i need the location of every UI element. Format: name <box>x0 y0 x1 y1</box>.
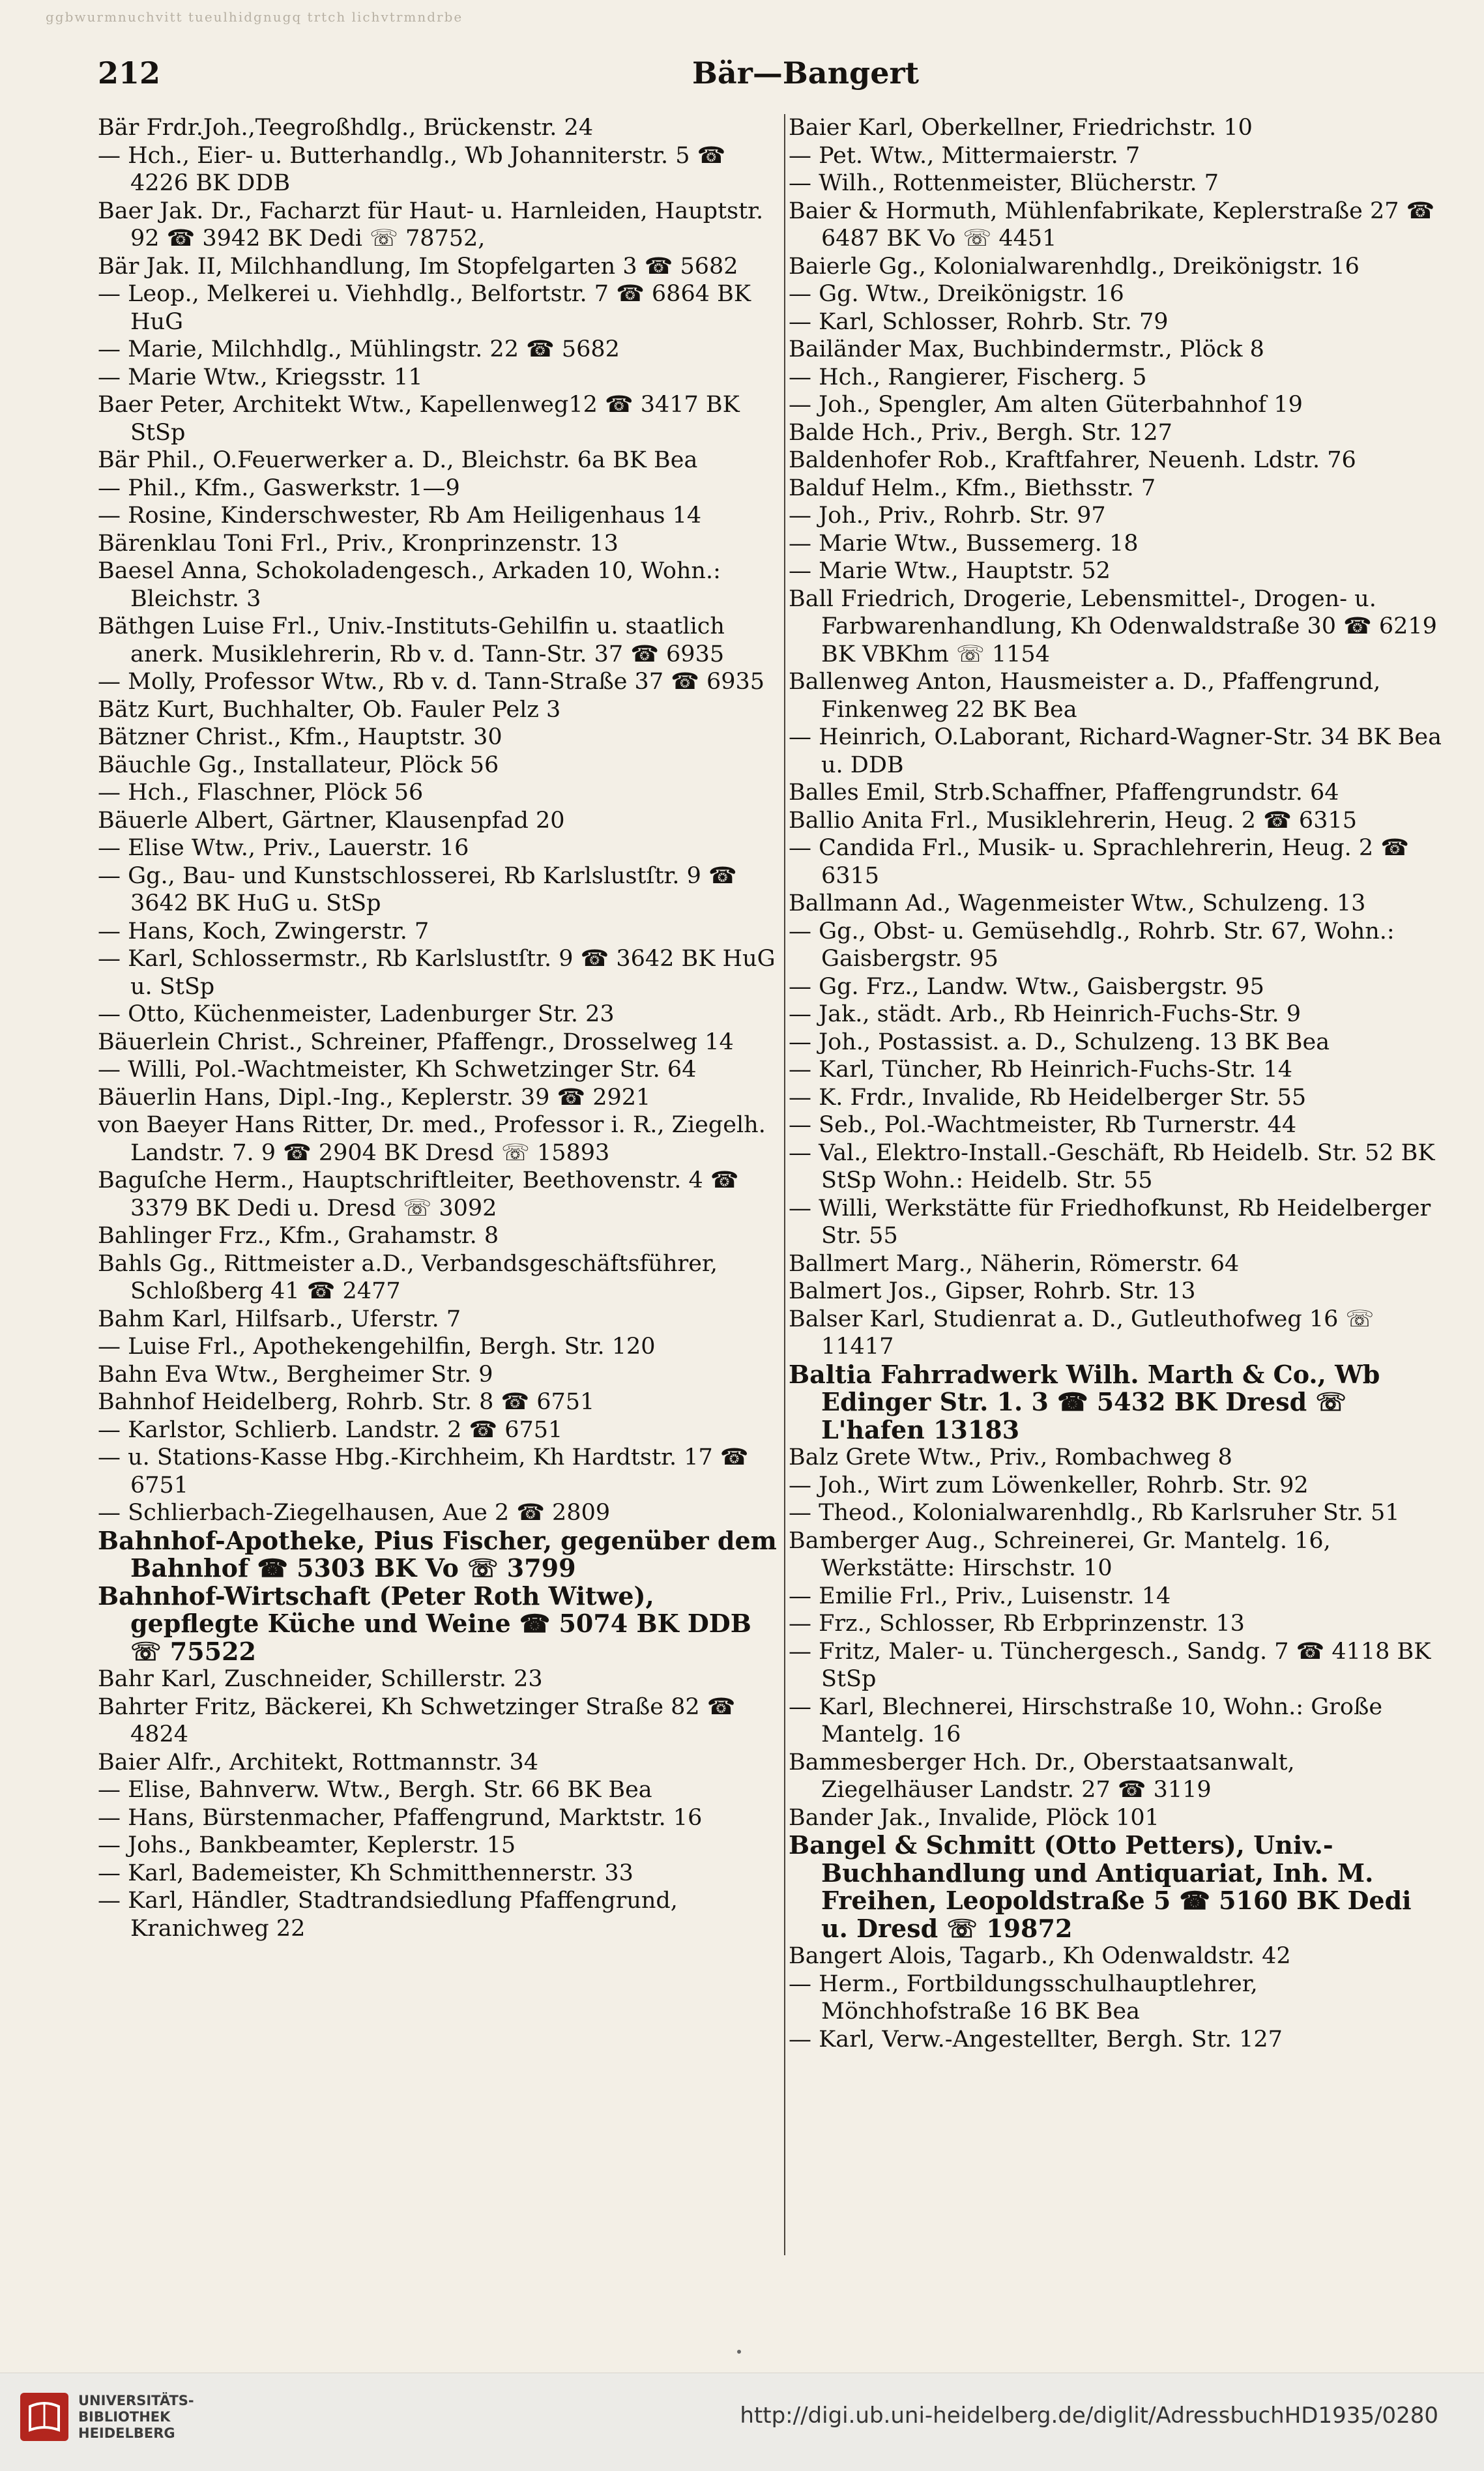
directory-entry: — Hch., Rangierer, Fischerg. 5 <box>789 364 1147 390</box>
directory-entry: — Hans, Bürstenmacher, Pfaffengrund, Marktstr. 16 <box>98 1804 703 1831</box>
directory-entry: Ball Friedrich, Drogerie, Lebensmittel-, Drogen- u. Farbwarenhandlung, Kh Odenwaldstraße 30 ☎ 6219 BK VBKhm ☏ 1154 <box>789 585 1437 667</box>
directory-entry: — Karl, Blechnerei, Hirschstraße 10, Wohn.: Große Mantelg. 16 <box>789 1693 1383 1747</box>
directory-entry: Bäthgen Luise Frl., Univ.-Instituts-Gehilfin u. staatlich anerk. Musiklehrerin, Rb v. d. Tann-Str. 37 ☎ 6935 <box>98 613 725 667</box>
directory-entry: — Joh., Wirt zum Löwenkeller, Rohrb. Str. 92 <box>789 1472 1309 1499</box>
directory-entry: — Hans, Koch, Zwingerstr. 7 <box>98 918 429 944</box>
directory-entry: Baer Jak. Dr., Facharzt für Haut- u. Harnleiden, Hauptstr. 92 ☎ 3942 BK Dedi ☏ 78752, <box>98 197 764 252</box>
directory-entry: Baier Karl, Oberkellner, Friedrichstr. 10 <box>789 115 1253 141</box>
directory-entry: Ballenweg Anton, Hausmeister a. D., Pfaffengrund, Finkenweg 22 BK Bea <box>789 669 1381 723</box>
directory-entry: — Gg., Bau- und Kunstschlosserei, Rb Karlslustſtr. 9 ☎ 3642 BK HuG u. StSp <box>98 862 737 916</box>
directory-entry: — Heinrich, O.Laborant, Richard-Wagner-Str. 34 BK Bea u. DDB <box>789 724 1442 778</box>
directory-entry: Baier & Hormuth, Mühlenfabrikate, Keplerstraße 27 ☎ 6487 BK Vo ☏ 4451 <box>789 197 1435 252</box>
directory-entry: Baer Peter, Architekt Wtw., Kapellenweg12 ☎ 3417 BK StSp <box>98 392 740 446</box>
directory-entry: Bahnhof-Wirtschaft (Peter Roth Witwe), gepflegte Küche und Weine ☎ 5074 BK DDB ☏ 75522 <box>98 1581 751 1666</box>
directory-entry: Bär Frdr.Joh.,Teegroßhdlg., Brückenstr. 24 <box>98 115 594 141</box>
directory-entry: — Marie Wtw., Hauptstr. 52 <box>789 558 1111 584</box>
directory-entry: — Karl, Schlossermstr., Rb Karlslustſtr. 9 ☎ 3642 BK HuG u. StSp <box>98 946 776 1000</box>
directory-entry: — Joh., Spengler, Am alten Güterbahnhof 19 <box>789 392 1303 418</box>
directory-entry: — Leop., Melkerei u. Viehhdlg., Belfortstr. 7 ☎ 6864 BK HuG <box>98 281 751 335</box>
directory-entry: — u. Stations-Kasse Hbg.-Kirchheim, Kh Hardtstr. 17 ☎ 6751 <box>98 1444 749 1499</box>
directory-entry: Baierle Gg., Kolonialwarenhdlg., Dreikönigstr. 16 <box>789 253 1360 280</box>
directory-entry: Bäuerlein Christ., Schreiner, Pfaffengr., Drosselweg 14 <box>98 1029 734 1055</box>
library-name-line: UNIVERSITÄTS- <box>78 2393 194 2408</box>
directory-entry: — Willi, Werkstätte für Friedhofkunst, Rb Heidelberger Str. 55 <box>789 1195 1431 1249</box>
directory-entry: — Marie, Milchhdlg., Mühlingstr. 22 ☎ 5682 <box>98 336 620 362</box>
directory-entry: — Karl, Händler, Stadtrandsiedlung Pfaffengrund, Kranichweg 22 <box>98 1888 678 1942</box>
directory-entry: Bangel & Schmitt (Otto Petters), Univ.-Buchhandlung und Antiquariat, Inh. M. Freihen, Leopoldstraße 5 ☎ 5160 BK Dedi u. Dresd ☏ 19872 <box>789 1830 1412 1943</box>
directory-entry: — Val., Elektro-Install.-Geschäft, Rb Heidelb. Str. 52 BK StSp Wohn.: Heidelb. Str. 55 <box>789 1139 1435 1193</box>
directory-entry: — Joh., Priv., Rohrb. Str. 97 <box>789 503 1106 529</box>
library-name-line: BIBLIOTHEK <box>78 2409 171 2425</box>
directory-entry: — Marie Wtw., Kriegsstr. 11 <box>98 364 423 390</box>
directory-entry: Bahn Eva Wtw., Bergheimer Str. 9 <box>98 1361 493 1388</box>
directory-entry: — Molly, Professor Wtw., Rb v. d. Tann-Straße 37 ☎ 6935 <box>98 669 765 695</box>
directory-entry: — Gg. Frz., Landw. Wtw., Gaisbergstr. 95 <box>789 973 1264 1000</box>
directory-entry: — Hch., Flaschner, Plöck 56 <box>98 780 424 806</box>
directory-entry: — Marie Wtw., Bussemerg. 18 <box>789 530 1139 557</box>
left-column <box>98 114 782 2255</box>
directory-entry: Bahr Karl, Zuschneider, Schillerstr. 23 <box>98 1666 543 1692</box>
directory-entry: — Emilie Frl., Priv., Luisenstr. 14 <box>789 1583 1171 1609</box>
directory-entry: Bäuerle Albert, Gärtner, Klausenpfad 20 <box>98 807 565 834</box>
page-dot <box>737 2350 741 2354</box>
bleed-through-text: ggbwurmnuchvitt tueulhidgnugq trtch lichvtrmndrbe <box>46 9 463 25</box>
footer-bar <box>0 2373 1484 2471</box>
library-name <box>78 2393 194 2442</box>
directory-entry: — Gg. Wtw., Dreikönigstr. 16 <box>789 281 1124 307</box>
directory-entry: Balz Grete Wtw., Priv., Rombachweg 8 <box>789 1444 1232 1470</box>
directory-entry: — Phil., Kfm., Gaswerkstr. 1—9 <box>98 475 460 501</box>
directory-entry: — Hch., Eier- u. Butterhandlg., Wb Johanniterstr. 5 ☎ 4226 BK DDB <box>98 142 726 196</box>
directory-entry: Balser Karl, Studienrat a. D., Gutleuthofweg 16 ☏ 11417 <box>789 1306 1375 1360</box>
directory-entry: Ballio Anita Frl., Musiklehrerin, Heug. 2 ☎ 6315 <box>789 807 1357 834</box>
directory-entry: Balde Hch., Priv., Bergh. Str. 127 <box>789 419 1172 446</box>
directory-entry: Bander Jak., Invalide, Plöck 101 <box>789 1804 1159 1831</box>
running-title: Bär—Bangert <box>692 55 919 91</box>
directory-entry: — Theod., Kolonialwarenhdlg., Rb Karlsruher Str. 51 <box>789 1500 1400 1526</box>
right-column <box>789 114 1444 2255</box>
directory-entry: Baesel Anna, Schokoladengesch., Arkaden 10, Wohn.: Bleichstr. 3 <box>98 558 721 612</box>
directory-entry: — Joh., Postassist. a. D., Schulzeng. 13 BK Bea <box>789 1029 1330 1055</box>
university-library-logo-icon <box>18 2391 70 2443</box>
directory-entry: — Elise, Bahnverw. Wtw., Bergh. Str. 66 BK Bea <box>98 1777 652 1803</box>
directory-entry: Bammesberger Hch. Dr., Oberstaatsanwalt, Ziegelhäuser Landstr. 27 ☎ 3119 <box>789 1749 1295 1803</box>
directory-entry: Ballmert Marg., Näherin, Römerstr. 64 <box>789 1250 1240 1277</box>
directory-entry: — Otto, Küchenmeister, Ladenburger Str. 23 <box>98 1001 615 1027</box>
directory-entry: Bahlinger Frz., Kfm., Grahamstr. 8 <box>98 1223 499 1249</box>
directory-entry: Bäuerlin Hans, Dipl.-Ing., Keplerstr. 39 ☎ 2921 <box>98 1084 651 1111</box>
directory-entry: Bär Phil., O.Feuerwerker a. D., Bleichstr. 6a BK Bea <box>98 447 698 473</box>
directory-entry: Bahls Gg., Rittmeister a.D., Verbandsgeschäftsführer, Schloßberg 41 ☎ 2477 <box>98 1250 718 1304</box>
directory-entry: von Baeyer Hans Ritter, Dr. med., Professor i. R., Ziegelh. Landstr. 7. 9 ☎ 2904 BK Dresd ☏ 15893 <box>98 1112 766 1166</box>
directory-entry: Bahrter Fritz, Bäckerei, Kh Schwetzinger Straße 82 ☎ 4824 <box>98 1693 736 1747</box>
library-name-line: HEIDELBERG <box>78 2425 175 2441</box>
directory-entry: — Elise Wtw., Priv., Lauerstr. 16 <box>98 835 469 861</box>
directory-entry: — Fritz, Maler- u. Tünchergesch., Sandg. 7 ☎ 4118 BK StSp <box>789 1638 1431 1692</box>
directory-entry: Bahnhof Heidelberg, Rohrb. Str. 8 ☎ 6751 <box>98 1389 595 1415</box>
directory-entry: Bätzner Christ., Kfm., Hauptstr. 30 <box>98 724 502 750</box>
source-url-link[interactable]: http://digi.ub.uni-heidelberg.de/diglit/AdressbuchHD1935/0280 <box>740 2403 1438 2429</box>
directory-entry: Bailänder Max, Buchbindermstr., Plöck 8 <box>789 336 1264 362</box>
directory-entry: — Karl, Tüncher, Rb Heinrich-Fuchs-Str. 14 <box>789 1057 1292 1083</box>
directory-entry: Bahm Karl, Hilfsarb., Uferstr. 7 <box>98 1306 461 1332</box>
directory-entry: Bärenklau Toni Frl., Priv., Kronprinzenstr. 13 <box>98 530 618 557</box>
directory-entry: Bangert Alois, Tagarb., Kh Odenwaldstr. 42 <box>789 1943 1291 1969</box>
directory-entry: Baltia Fahrradwerk Wilh. Marth & Co., Wb Edinger Str. 1. 3 ☎ 5432 BK Dresd ☏ L'hafen 13183 <box>789 1359 1380 1444</box>
page-number: 212 <box>98 55 161 91</box>
directory-entry: — Gg., Obst- u. Gemüsehdlg., Rohrb. Str. 67, Wohn.: Gaisbergstr. 95 <box>789 918 1395 972</box>
directory-entry: — Pet. Wtw., Mittermaierstr. 7 <box>789 142 1141 169</box>
directory-entry: — Karl, Verw.-Angestellter, Bergh. Str. 127 <box>789 2026 1283 2053</box>
directory-entry: Bahnhof-Apotheke, Pius Fischer, gegenüber dem Bahnhof ☎ 5303 BK Vo ☏ 3799 <box>98 1525 777 1583</box>
directory-entry: — Schlierbach-Ziegelhausen, Aue 2 ☎ 2809 <box>98 1500 611 1526</box>
directory-entry: — Karl, Bademeister, Kh Schmitthennerstr. 33 <box>98 1860 633 1886</box>
directory-entry: — Karlstor, Schlierb. Landstr. 2 ☎ 6751 <box>98 1416 563 1443</box>
directory-entry: — Johs., Bankbeamter, Keplerstr. 15 <box>98 1832 516 1858</box>
directory-entry: — Herm., Fortbildungsschulhauptlehrer, Mönchhofstraße 16 BK Bea <box>789 1970 1258 2025</box>
page-header <box>98 55 1438 108</box>
directory-entry: Ballmann Ad., Wagenmeister Wtw., Schulzeng. 13 <box>789 890 1366 916</box>
directory-entry: — Wilh., Rottenmeister, Blücherstr. 7 <box>789 170 1219 196</box>
directory-entry: Balduf Helm., Kfm., Biethsstr. 7 <box>789 475 1156 501</box>
directory-entry: — Jak., städt. Arb., Rb Heinrich-Fuchs-Str. 9 <box>789 1001 1301 1027</box>
directory-entry: — Rosine, Kinderschwester, Rb Am Heiligenhaus 14 <box>98 503 702 529</box>
directory-entry: Balmert Jos., Gipser, Rohrb. Str. 13 <box>789 1278 1196 1304</box>
directory-entry: Bär Jak. II, Milchhandlung, Im Stopfelgarten 3 ☎ 5682 <box>98 253 738 280</box>
directory-entry: Balles Emil, Strb.Schaffner, Pfaffengrundstr. 64 <box>789 780 1339 806</box>
directory-entry: Bätz Kurt, Buchhalter, Ob. Fauler Pelz 3 <box>98 696 561 723</box>
directory-entry: — Luise Frl., Apothekengehilfin, Bergh. Str. 120 <box>98 1334 656 1360</box>
directory-entry: — Karl, Schlosser, Rohrb. Str. 79 <box>789 308 1169 335</box>
directory-entry: Bäuchle Gg., Installateur, Plöck 56 <box>98 752 499 778</box>
directory-entry: — K. Frdr., Invalide, Rb Heidelberger Str. 55 <box>789 1084 1307 1111</box>
directory-entry: Baguſche Herm., Hauptschriftleiter, Beethovenstr. 4 ☎ 3379 BK Dedi u. Dresd ☏ 3092 <box>98 1167 739 1221</box>
directory-entry: Bamberger Aug., Schreinerei, Gr. Mantelg. 16, Werkstätte: Hirschstr. 10 <box>789 1527 1331 1581</box>
directory-entry: Baier Alfr., Architekt, Rottmannstr. 34 <box>98 1749 539 1776</box>
directory-entry: — Seb., Pol.-Wachtmeister, Rb Turnerstr. 44 <box>789 1112 1297 1138</box>
directory-entry: — Willi, Pol.-Wachtmeister, Kh Schwetzinger Str. 64 <box>98 1057 697 1083</box>
directory-entry: — Candida Frl., Musik- u. Sprachlehrerin, Heug. 2 ☎ 6315 <box>789 835 1409 889</box>
directory-entry: Baldenhofer Rob., Kraftfahrer, Neuenh. Ldstr. 76 <box>789 447 1356 473</box>
directory-entry: — Frz., Schlosser, Rb Erbprinzenstr. 13 <box>789 1611 1245 1637</box>
column-divider <box>784 114 785 2255</box>
